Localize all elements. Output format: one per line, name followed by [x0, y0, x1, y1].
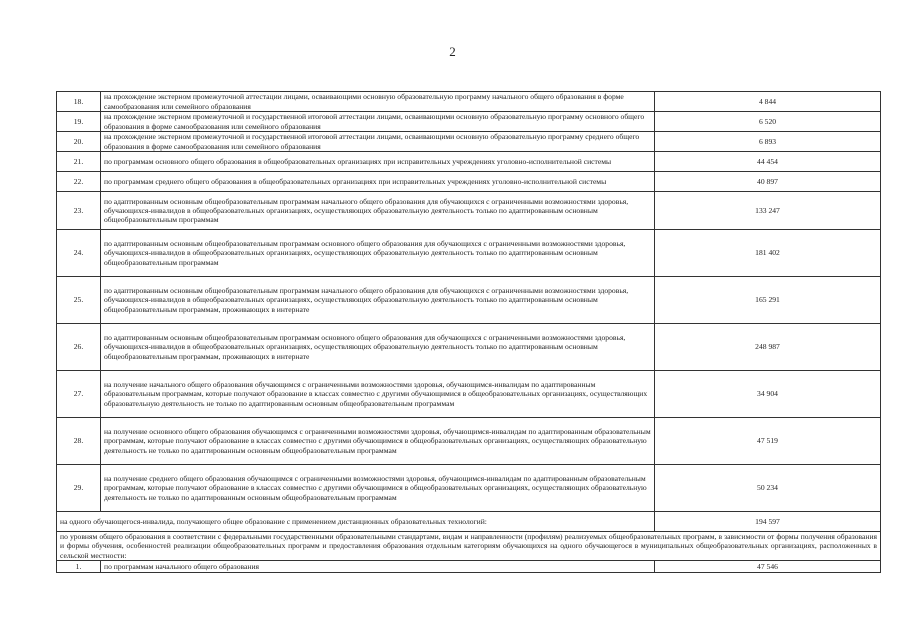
- row-description: на прохождение экстерном промежуточной аттестации лицами, осваивающими основную образовательную программу начального общего образования в форме самообразования или семейного образования: [101, 92, 655, 112]
- row-value: 47 546: [655, 561, 881, 573]
- row-number: 26.: [57, 324, 101, 371]
- row-number: 25.: [57, 277, 101, 324]
- row-description: по адаптированным основным общеобразовательным программам основного общего образования для обучающихся с ограниченными возможностями здоровья, обучающихся-инвалидов в общеобразовательных организациях, осуществляющих образовательную деятельность только по адаптированным основным общеобразовательным программам: [101, 230, 655, 277]
- row-value: 165 291: [655, 277, 881, 324]
- row-number: 21.: [57, 152, 101, 172]
- table-row: [57, 192, 881, 230]
- row-value: 133 247: [655, 192, 881, 230]
- page-number: 2: [449, 44, 456, 59]
- row-number: 20.: [57, 132, 101, 152]
- row-number: 29.: [57, 465, 101, 512]
- row-description: на получение начального общего образования обучающимся с ограниченными возможностями здоровья, обучающимся-инвалидам по адаптированным образовательным программам, которые получают образование в классах совместно с другими обучающимися в общеобразовательных организациях, осуществляющих образовательную деятельность не только по адаптированным основным общеобразовательным программам: [101, 371, 655, 418]
- table-row: [57, 230, 881, 277]
- row-number: 22.: [57, 172, 101, 192]
- total-row: [57, 512, 881, 532]
- row-number: 19.: [57, 112, 101, 132]
- total-description: на одного обучающегося-инвалида, получающего общее образование с применением дистанционных образовательных технологий:: [57, 512, 655, 532]
- row-value: 34 904: [655, 371, 881, 418]
- table-row: [57, 152, 881, 172]
- row-number: 28.: [57, 418, 101, 465]
- row-value: 40 897: [655, 172, 881, 192]
- table-row: [57, 371, 881, 418]
- row-description: по программам основного общего образования в общеобразовательных организациях при исправительных учреждениях уголовно-исполнительной системы: [101, 152, 655, 172]
- table-row: [57, 112, 881, 132]
- table-row: [57, 132, 881, 152]
- row-description: на получение основного общего образования обучающимся с ограниченными возможностями здоровья, обучающимся-инвалидам по адаптированным образовательным программам, которые получают образование в классах совместно с другими обучающимися в общеобразовательных организациях, осуществляющих образовательную деятельность не только по адаптированным основным общеобразовательным программам: [101, 418, 655, 465]
- row-value: 4 844: [655, 92, 881, 112]
- row-description: по адаптированным основным общеобразовательным программам начального общего образования для обучающихся с ограниченными возможностями здоровья, обучающихся-инвалидов в общеобразовательных организациях, осуществляющих образовательную деятельность только по адаптированным основным общеобразовательным программам: [101, 192, 655, 230]
- table-row: [57, 465, 881, 512]
- row-number: 23.: [57, 192, 101, 230]
- row-value: 248 987: [655, 324, 881, 371]
- row-number: 27.: [57, 371, 101, 418]
- row-value: 181 402: [655, 230, 881, 277]
- table-row: [57, 324, 881, 371]
- row-description: на получение среднего общего образования обучающимся с ограниченными возможностями здоровья, обучающимся-инвалидам по адаптированным образовательным программам, которые получают образование в классах совместно с другими обучающимися в общеобразовательных организациях, осуществляющих образовательную деятельность не только по адаптированным основным общеобразовательным программам: [101, 465, 655, 512]
- row-description: по программам начального общего образования: [101, 561, 655, 573]
- row-description: на прохождение экстерном промежуточной и государственной итоговой аттестации лицами, осваивающими основную образовательную программу среднего общего образования в форме самообразования или семейного образования: [101, 132, 655, 152]
- row-number: 24.: [57, 230, 101, 277]
- row-value: 6 893: [655, 132, 881, 152]
- table-row: [57, 418, 881, 465]
- section-heading-row: [57, 532, 881, 561]
- row-value: 6 520: [655, 112, 881, 132]
- row-description: по адаптированным основным общеобразовательным программам основного общего образования для обучающихся с ограниченными возможностями здоровья, обучающихся-инвалидов в общеобразовательных организациях, осуществляющих образовательную деятельность только по адаптированным основным общеобразовательным программам, проживающих в интернате: [101, 324, 655, 371]
- row-number: 1.: [57, 561, 101, 573]
- section-heading: по уровням общего образования в соответствии с федеральными государственными образовательными стандартами, видам и направленности (профилям) реализуемых общеобразовательных программ, в зависимости от формы получения образования и формы обучения, особенностей реализации общеобразовательных программ и предоставления образования отдельным категориям обучающихся на одного обучающегося в муниципальных общеобразовательных организациях, расположенных в сельской местности:: [57, 532, 881, 561]
- row-description: по адаптированным основным общеобразовательным программам начального общего образования для обучающихся с ограниченными возможностями здоровья, обучающихся-инвалидов в общеобразовательных организациях, осуществляющих образовательную деятельность только по адаптированным основным общеобразовательным программам, проживающих в интернате: [101, 277, 655, 324]
- row-value: 44 454: [655, 152, 881, 172]
- table-row: [57, 561, 881, 573]
- table-row: [57, 277, 881, 324]
- table-row: [57, 92, 881, 112]
- row-description: по программам среднего общего образования в общеобразовательных организациях при исправительных учреждениях уголовно-исполнительной системы: [101, 172, 655, 192]
- row-number: 18.: [57, 92, 101, 112]
- row-value: 50 234: [655, 465, 881, 512]
- total-value: 194 597: [655, 512, 881, 532]
- row-value: 47 519: [655, 418, 881, 465]
- table-row: [57, 172, 881, 192]
- norms-table: [56, 91, 881, 573]
- row-description: на прохождение экстерном промежуточной и государственной итоговой аттестации лицами, осваивающими основную образовательную программу основного общего образования в форме самообразования или семейного образования: [101, 112, 655, 132]
